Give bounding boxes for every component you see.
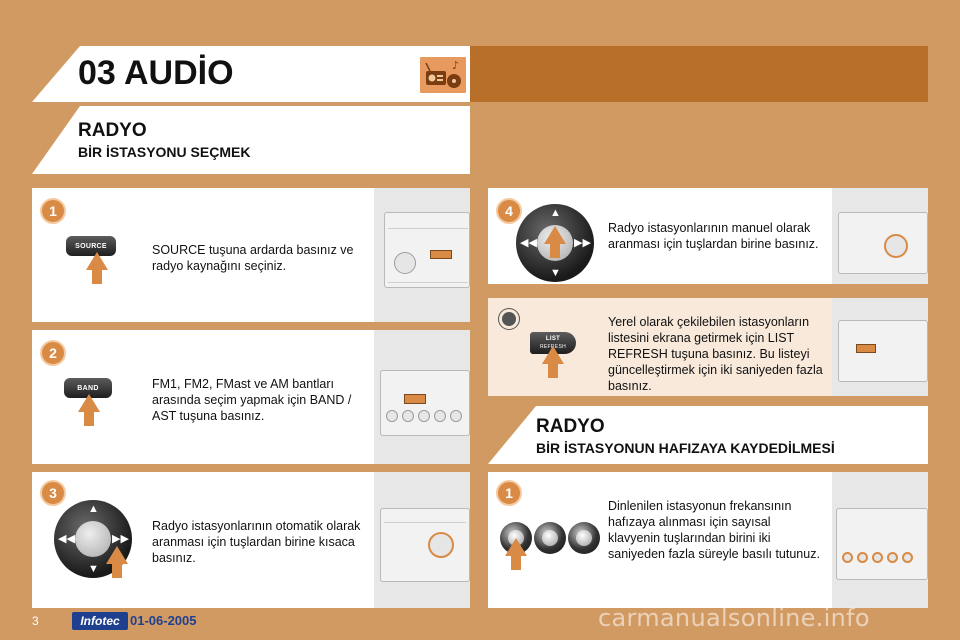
press-arrow-stem: [84, 410, 94, 426]
refresh-label: REFRESH: [540, 344, 566, 350]
radio-face: [380, 508, 470, 582]
section-subtitle: BİR İSTASYONU SEÇMEK: [78, 144, 251, 160]
radio-face: [838, 212, 928, 274]
radio-knob: [394, 252, 416, 274]
tip-light-icon: [502, 312, 516, 326]
radio-preset-key: [450, 410, 462, 422]
radio-preset-highlight: [887, 552, 898, 563]
preset-key-cap: [542, 530, 558, 546]
step-number: 4: [496, 198, 522, 224]
section-title: RADYO: [78, 120, 147, 141]
press-arrow-stem: [550, 242, 560, 258]
step-number: 2: [40, 340, 66, 366]
step-number: 1: [496, 480, 522, 506]
radio-dpad-highlight: [884, 234, 908, 258]
band-button: BAND: [64, 378, 112, 398]
press-arrow-stem: [112, 562, 122, 578]
radio-preset-key: [386, 410, 398, 422]
step-text: Radyo istasyonlarının manuel olarak aranması için tuşlardan birine basınız.: [608, 221, 819, 251]
radio-line: [388, 282, 468, 283]
radio-preset-highlight: [857, 552, 868, 563]
watermark: carmanualsonline.info: [598, 604, 870, 632]
radio-preset-highlight: [902, 552, 913, 563]
arrow-up-icon: ▲: [550, 207, 561, 219]
arrow-down-icon: ▼: [88, 563, 99, 575]
radio-face: [836, 508, 928, 580]
section-title: RADYO: [536, 416, 605, 437]
header-bar-accent: [470, 46, 928, 102]
radio-preset-highlight: [872, 552, 883, 563]
radio-face: [384, 212, 470, 288]
page-title: 03 AUDİO: [78, 54, 234, 92]
step-text: Yerel olarak çekilebilen istasyonların listesini ekrana getirmek için LIST REFRESH tuşuna basınız. Bu listeyi güncelleştirmek için iki saniyeden fazla basınız.: [608, 315, 823, 393]
radio-dpad-highlight: [428, 532, 454, 558]
section-subtitle: BİR İSTASYONUN HAFIZAYA KAYDEDİLMESİ: [536, 440, 835, 456]
radio-list-highlight: [856, 344, 876, 353]
step-number: 1: [40, 198, 66, 224]
radio-music-icon: [418, 55, 468, 95]
infotec-logo: Infotec: [72, 612, 128, 630]
seek-forward-icon: ▶▶: [574, 237, 591, 249]
preset-key: [534, 522, 566, 554]
press-arrow-stem: [511, 554, 521, 570]
list-label: LIST: [545, 336, 561, 342]
step-number: 3: [40, 480, 66, 506]
radio-line: [388, 228, 468, 229]
edition-date: 01-06-2005: [130, 613, 197, 628]
press-arrow-stem: [92, 268, 102, 284]
arrow-up-icon: ▲: [88, 503, 99, 515]
step-text: Dinlenilen istasyonun frekansının hafızaya alınması için sayısal klavyenin tuşlarından birini iki saniyeden fazla süreyle basılı tutunuz.: [608, 499, 820, 561]
seek-forward-icon: ▶▶: [112, 533, 129, 545]
radio-source-highlight: [430, 250, 452, 259]
press-arrow-stem: [548, 362, 558, 378]
preset-key-cap: [576, 530, 592, 546]
step-text: SOURCE tuşuna ardarda basınız ve radyo kaynağını seçiniz.: [152, 243, 354, 273]
svg-text:♪: ♪: [452, 59, 460, 72]
step-text: FM1, FM2, FMast ve AM bantları arasında seçim yapmak için BAND / AST tuşuna basınız.: [152, 377, 352, 423]
radio-line: [384, 522, 466, 523]
radio-band-highlight: [404, 394, 426, 404]
seek-back-icon: ◀◀: [58, 533, 75, 545]
radio-preset-key: [434, 410, 446, 422]
step-text: Radyo istasyonlarının otomatik olarak aranması için tuşlardan birine kısaca basınız.: [152, 519, 361, 565]
radio-preset-key: [418, 410, 430, 422]
arrow-down-icon: ▼: [550, 267, 561, 279]
source-button: SOURCE: [66, 236, 116, 256]
radio-face: [838, 320, 928, 382]
radio-preset-highlight: [842, 552, 853, 563]
seek-back-icon: ◀◀: [520, 237, 537, 249]
radio-preset-key: [402, 410, 414, 422]
page-number: 3: [32, 614, 39, 628]
preset-key: [568, 522, 600, 554]
